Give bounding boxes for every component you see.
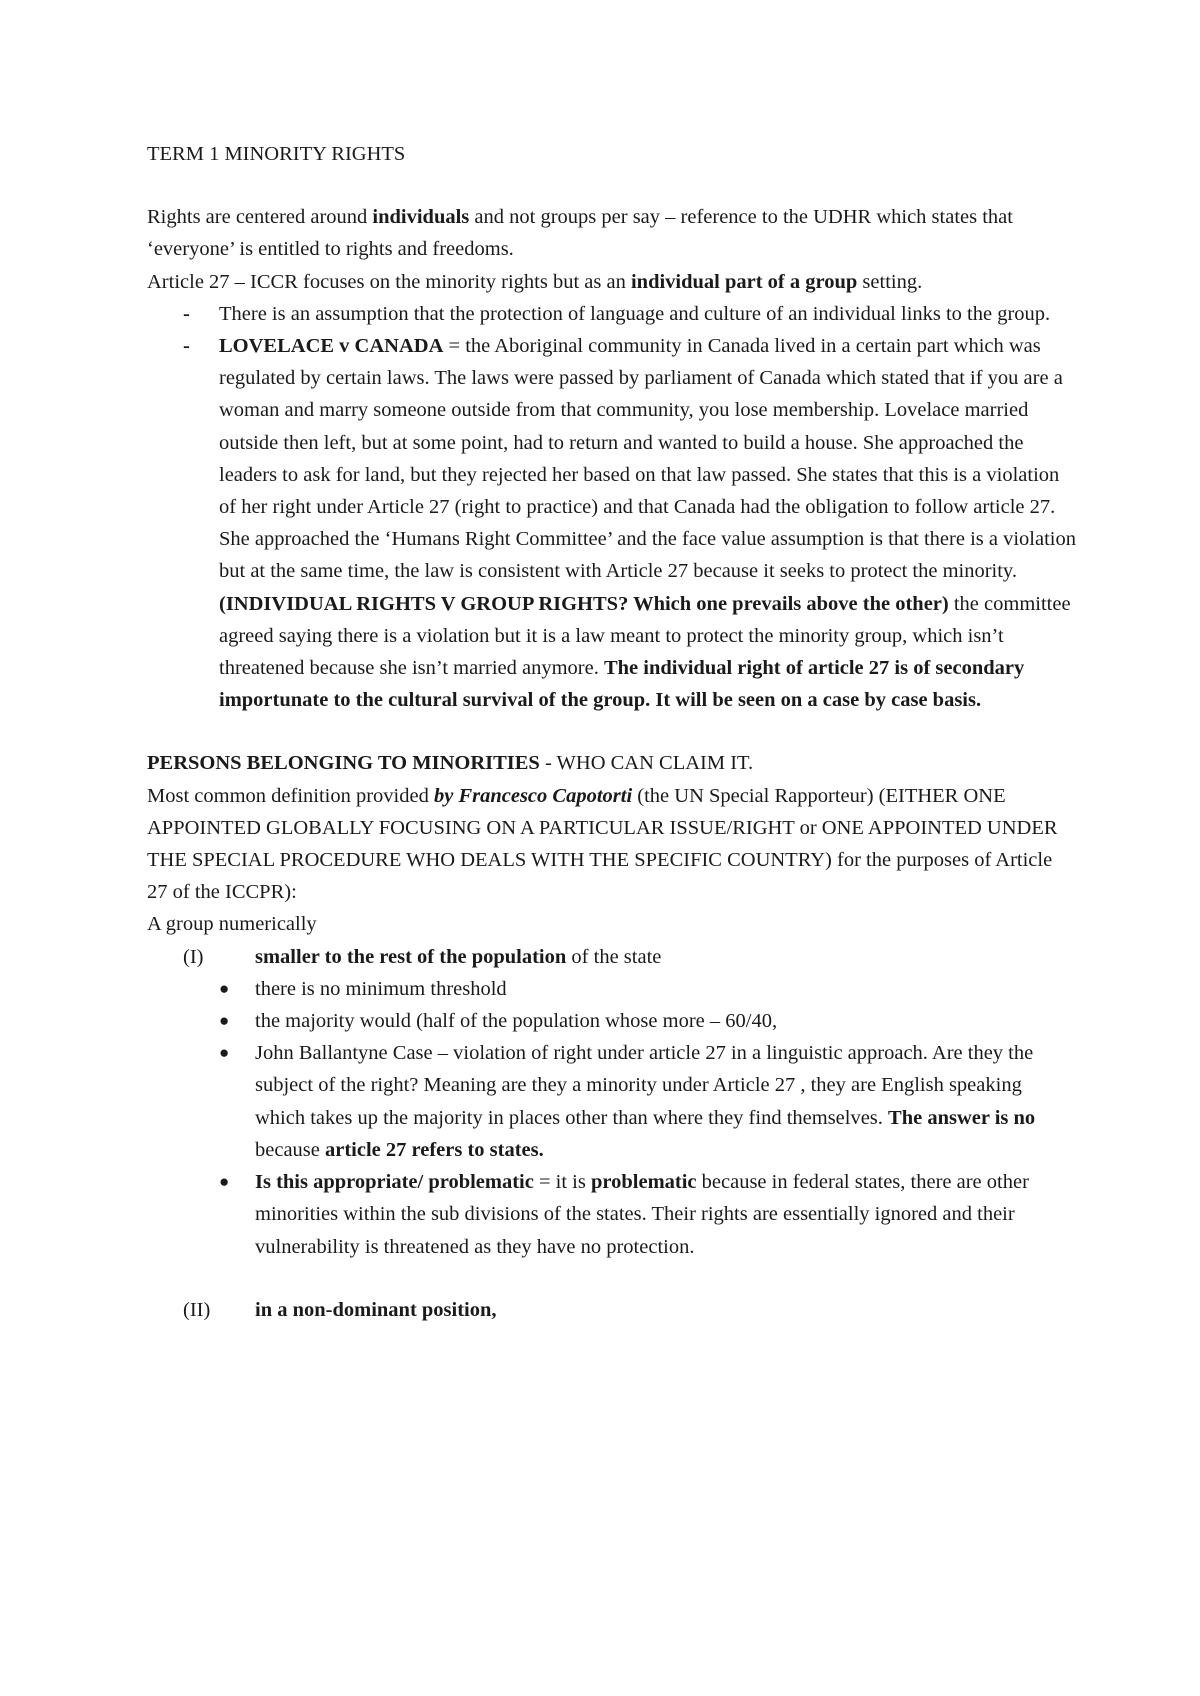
case-body: the committee agreed saying there is a violation but it is a law meant to protect the minority group, which isn’t threatened because she isn’t married anymore. [219,592,1071,680]
bold-question: (INDIVIDUAL RIGHTS V GROUP RIGHTS? Which one prevails above the other) [219,592,949,615]
bold-text: article 27 refers to states. [325,1138,544,1161]
bullet-icon: ● [219,1043,230,1063]
intro-paragraph [147,201,1077,265]
list-item-text: There is an assumption that the protection of language and culture of an individual links to the group. [219,302,1051,325]
group-line: A group numerically [147,913,317,936]
text: there is no minimum threshold [255,977,507,1000]
roman-list-item-1 [147,941,1077,973]
text: = it is [533,1171,591,1194]
text: setting. [857,270,923,293]
bullet-icon: ● [219,1011,230,1031]
text: of the state [566,945,662,968]
case-body: = the Aboriginal community in Canada lived in a certain part which was regulated by certain laws. The laws were passed by parliament of Canada which stated that if you are a woman and marry someone outside from that community, you lose membership. Lovelace married outside then left, but at some point, had to return and wanted to build a house. She approached the leaders to ask for land, but they rejected her based on that law passed. She states that this is a violation of her right under Article 27 (right to practice) and that Canada had the obligation to follow article 27. She approached the ‘Humans Right Committee’ and the face value assumption is that there is a violation but at the same time, the law is consistent with Article 27 because it seeks to protect the minority. [219,335,1076,583]
roman-list-item-2 [147,1294,1077,1326]
text: Most common definition provided [147,784,434,807]
bold-text: in a non-dominant position, [255,1298,497,1321]
dash-list-item-lovelace [147,330,1077,716]
definition-paragraph [147,780,1077,909]
bold-text: individual part of a group [630,270,858,293]
text: and not groups per say – reference to the UDHR which states that ‘everyone’ is entitled to rights and freedoms. [147,206,1013,261]
bold-text: problematic [591,1171,697,1194]
bullet-icon: ● [219,1172,230,1192]
section-heading-paragraph [147,747,1077,779]
bold-text: Is this appropriate/ problematic [255,1171,534,1194]
dash-list-item [147,298,1077,330]
bullet-item [147,1166,1077,1263]
section-heading: PERSONS BELONGING TO MINORITIES [147,752,540,775]
bullet-item [147,1037,1077,1166]
text: the majority would (half of the population whose more – 60/40, [255,1010,778,1033]
case-heading: LOVELACE v CANADA [219,335,444,358]
dash-marker: - [183,302,190,325]
bold-italic-text: by Francesco Capotorti [433,784,633,807]
page-title: TERM 1 MINORITY RIGHTS [147,143,406,165]
dash-marker: - [183,335,190,358]
text: Rights are centered around [147,206,373,229]
text: - WHO CAN CLAIM IT. [539,752,754,775]
case-conclusion: The individual right of article 27 is of secondary importunate to the cultural survival of the group. It will be seen on a case by case basis. [219,657,1025,712]
bold-text: smaller to the rest of the population [255,945,567,968]
roman-marker: (II) [183,1298,211,1321]
document-body [147,138,1077,1326]
bold-text: The answer is no [888,1106,1036,1129]
article-27-paragraph [147,266,1077,298]
bullet-icon: ● [219,978,230,998]
text: because in federal states, there are other minorities within the sub divisions of the states. Their rights are essentially ignored and their vulnerability is threatened as they have no protection. [255,1171,1029,1258]
bullet-item [147,973,1077,1005]
text: because [255,1138,325,1161]
bullet-item [147,1005,1077,1037]
text: Article 27 – ICCR focuses on the minority rights but as an [147,270,631,293]
text: John Ballantyne Case – violation of right under article 27 in a linguistic approach. Are they the subject of the right? Meaning are they a minority under Article 27 , they are English speaking which takes up the majority in places other than where they find themselves. [255,1042,1034,1129]
roman-marker: (I) [183,945,204,968]
text: (the UN Special Rapporteur) (EITHER ONE APPOINTED GLOBALLY FOCUSING ON A PARTICULAR ISSUE/RIGHT or ONE APPOINTED UNDER THE SPECIAL PROCEDURE WHO DEALS WITH THE SPECIFIC COUNTRY) for the purposes of Article 27 of the ICCPR): [147,784,1058,904]
bold-text: individuals [372,206,470,229]
